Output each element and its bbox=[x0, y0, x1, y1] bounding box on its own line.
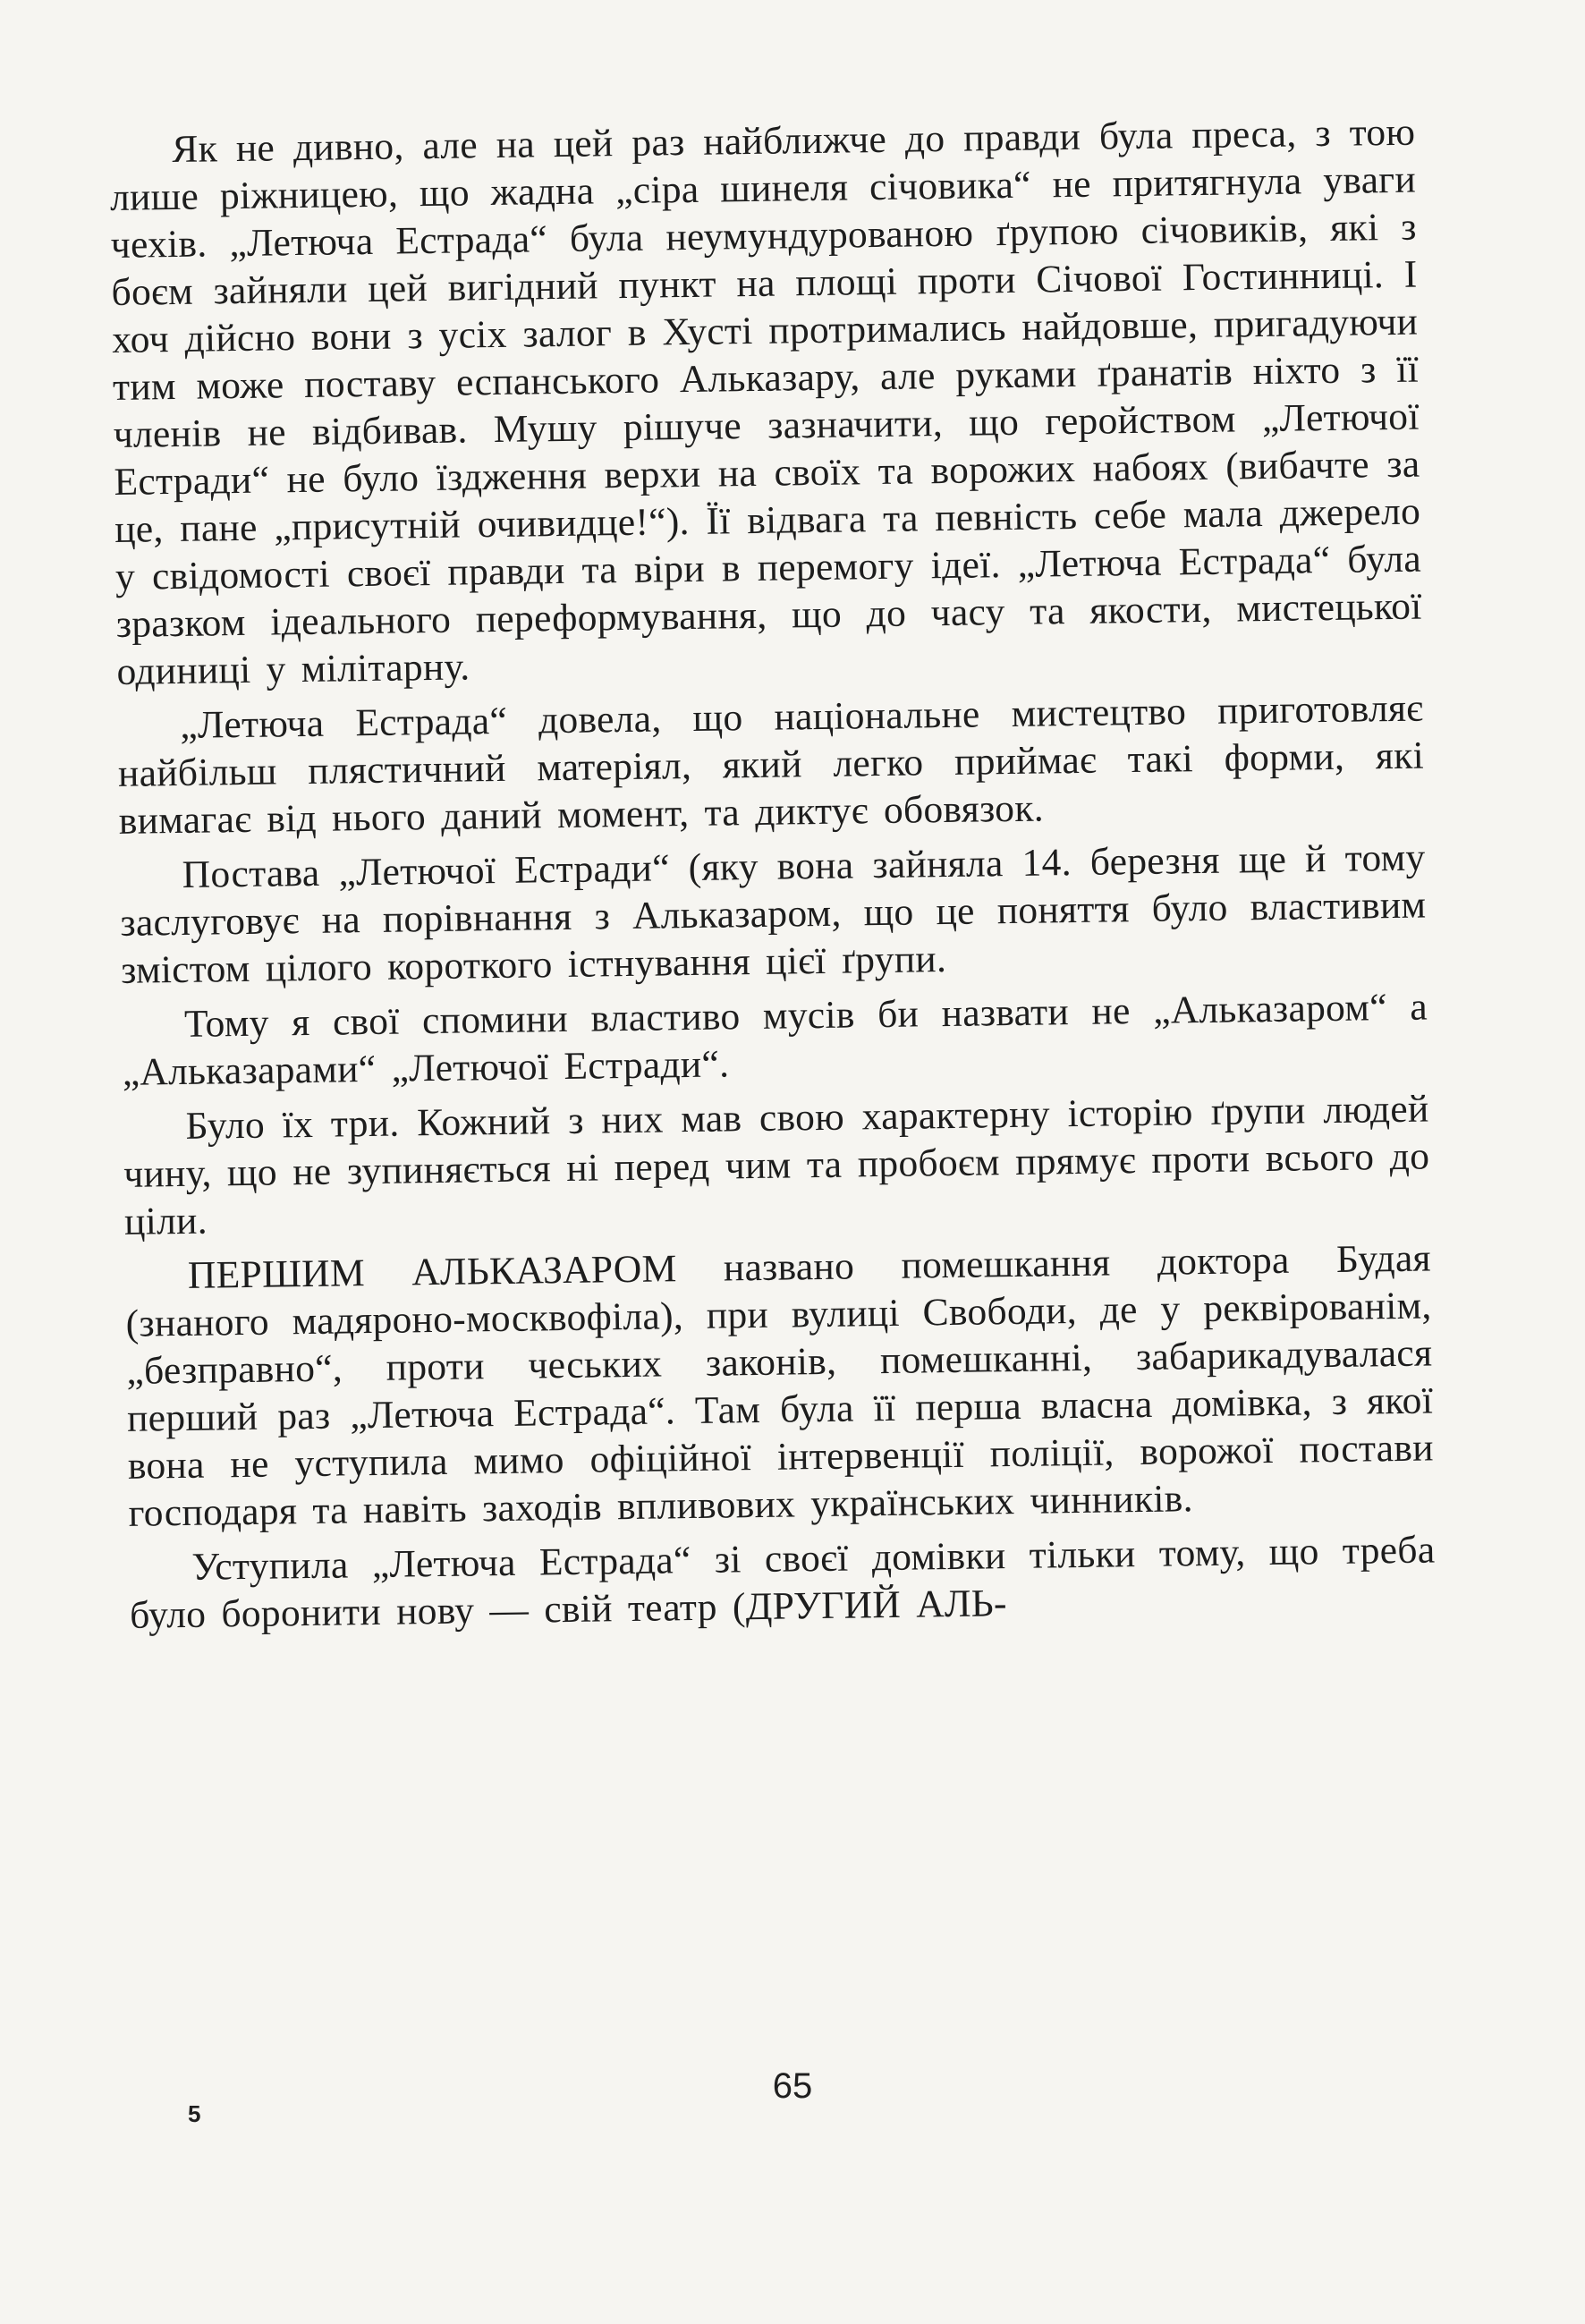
paragraph: Постава „Летючої Естради“ (яку вона зайняла 14. березня ще й тому заслуговує на порівнання з Альказаром, що це поняття було властивим змістом цілого короткого істнування цієї ґрупи. bbox=[120, 835, 1427, 992]
paragraph: Уступила „Летюча Естрада“ зі своєї домівки тільки тому, що треба було боронити нову — свій театр (ДРУГИЙ АЛЬ- bbox=[129, 1528, 1436, 1637]
paragraph: Як не дивно, але на цей раз найближче до правди була преса, з тою лише ріжницею, що жадна „сіра шинеля січовика“ не притягнула уваги чехів. „Летюча Естрада“ була неумундурованою ґрупою січовиків, які з боєм зайняли цей вигідний пункт на площі проти Січової Гостинниці. І хоч дійсно вони з усіх залог в Хусті протримались найдовше, пригадуючи тим може поставу еспанського Альказару, але руками ґранатів ніхто з її членів не відбивав. Мушу рішуче зазначити, що геройством „Летючої Естради“ не було їздження верхи на своїх та ворожих набоях (вибачте за це, пане „присутній очивидце!“). Її відвага та певність себе мала джерело у свідомості своєї правди та віри в перемогу ідеї. „Летюча Естрада“ була зразком ідеального переформування, що до часу та якости, мистецької одиниці у мілітарну. bbox=[109, 110, 1422, 693]
signature-mark: 5 bbox=[188, 2100, 201, 2127]
paragraph: ПЕРШИМ АЛЬКАЗАРОМ названо помешкання доктора Будая (знаного мадяроно-москвофіла), при вулиці Свободи, де у реквірованім, „безправно“, проти чеських законів, помешканні, забарикадувалася перший раз „Летюча Естрада“. Там була її перша власна домівка, з якої вона не уступила мимо офіційної інтервенції поліції, ворожої постави господаря та навіть заходів впливових українських чинників. bbox=[125, 1236, 1435, 1535]
paragraph: Тому я свої спомини властиво мусів би назвати не „Альказаром“ а „Альказарами“ „Летючої Естради“. bbox=[122, 985, 1428, 1094]
page-number: 65 bbox=[772, 2066, 813, 2106]
body-text bbox=[109, 109, 1437, 1647]
paragraph: „Летюча Естрада“ довела, що національне мистецтво приготовляє найбільш плястичний матеріял, який легко приймає такі форми, які вимагає від нього даний момент, та диктує обовязок. bbox=[117, 686, 1425, 843]
paragraph: Було їх три. Кожний з них мав свою характерну історію ґрупи людей чину, що не зупиняється ні перед чим та пробоєм прямує проти всього до ціли. bbox=[123, 1087, 1430, 1243]
